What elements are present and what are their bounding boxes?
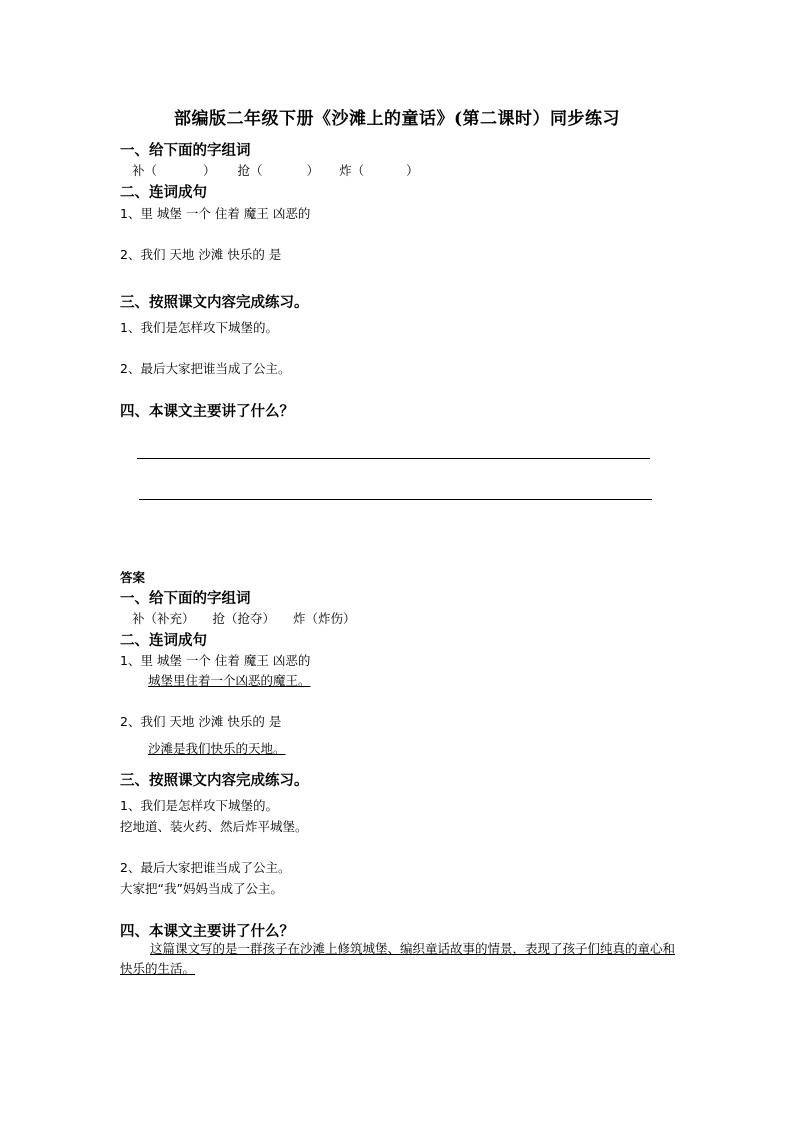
char-zha: 炸（ xyxy=(339,163,365,178)
answer-line-2 xyxy=(139,499,652,500)
page-title: 部编版二年级下册《沙滩上的童话》(第二课时）同步练习 xyxy=(173,109,621,129)
a-section4-answer: 这篇课文写的是一群孩子在沙滩上修筑城堡、编织童话故事的情景，表现了孩子们纯真的童心和快乐的生活。 xyxy=(120,941,676,976)
q-section1-chars: 补（ ） 抢（ ） 炸（ ） xyxy=(132,163,419,178)
a-section3-item1: 1、我们是怎样攻下城堡的。 xyxy=(120,798,278,813)
a-section3-title: 三、按照课文内容完成练习。 xyxy=(120,773,309,789)
a-section2-item2: 2、我们 天地 沙滩 快乐的 是 xyxy=(120,714,282,729)
a-section3-answer1: 挖地道、装火药、然后炸平城堡。 xyxy=(120,819,308,834)
a-section1-answers: 补（补充） 抢（抢夺） 炸（炸伤） xyxy=(132,611,356,626)
a-section3-answer2: 大家把“我”妈妈当成了公主。 xyxy=(120,881,283,896)
a-section3-item2: 2、最后大家把谁当成了公主。 xyxy=(120,860,291,875)
q-section2-item2: 2、我们 天地 沙滩 快乐的 是 xyxy=(120,247,282,262)
char-bu: 补（ xyxy=(132,163,158,178)
q-section1-title: 一、给下面的字组词 xyxy=(120,143,251,159)
answer-line-1 xyxy=(137,458,650,459)
a-section2-item1: 1、里 城堡 一个 住着 魔王 凶恶的 xyxy=(120,653,311,668)
a-section4-title: 四、本课文主要讲了什么？ xyxy=(120,924,294,940)
q-section3-item1: 1、我们是怎样攻下城堡的。 xyxy=(120,320,278,335)
q-section4-title: 四、本课文主要讲了什么？ xyxy=(120,404,294,420)
q-section3-item2: 2、最后大家把谁当成了公主。 xyxy=(120,361,291,376)
answer-label: 答案 xyxy=(120,570,146,585)
q-section2-item1: 1、里 城堡 一个 住着 魔王 凶恶的 xyxy=(120,206,311,221)
a-section2-answer2: 沙滩是我们快乐的天地。 xyxy=(148,741,286,756)
q-section3-title: 三、按照课文内容完成练习。 xyxy=(120,295,309,311)
a-section2-title: 二、连词成句 xyxy=(120,633,207,649)
q-section2-title: 二、连词成句 xyxy=(120,185,207,201)
a-section1-title: 一、给下面的字组词 xyxy=(120,591,251,607)
a-section2-answer1: 城堡里住着一个凶恶的魔王。 xyxy=(148,673,311,688)
char-qiang: 抢（ xyxy=(237,163,263,178)
